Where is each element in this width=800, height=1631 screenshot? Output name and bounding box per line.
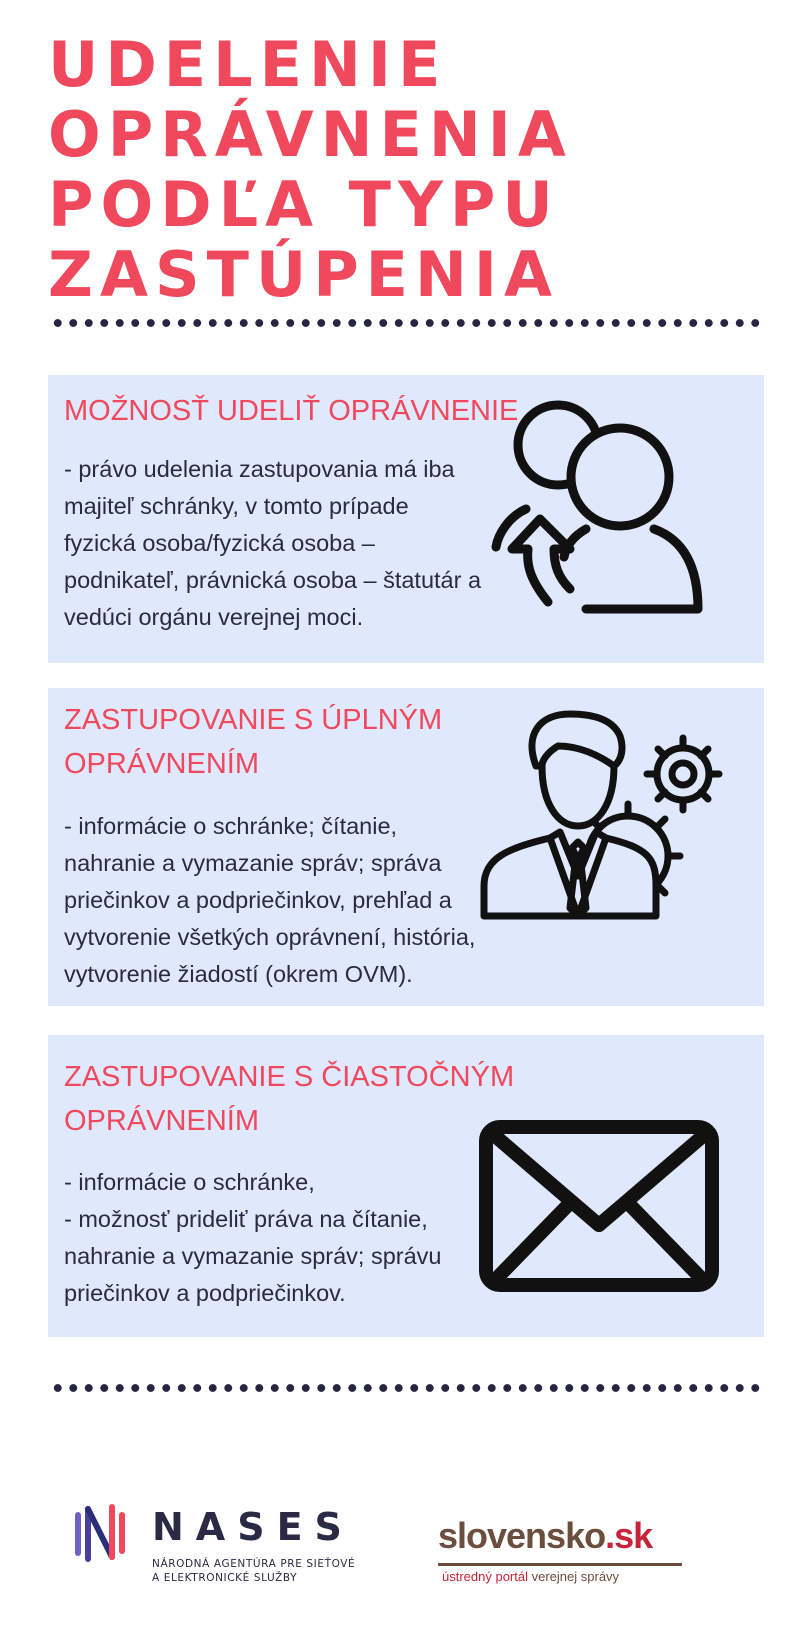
body-line: fyzická osoba/fyzická osoba – — [64, 530, 375, 556]
body-line: nahranie a vymazanie správ; správu — [64, 1243, 442, 1269]
body-line: vytvorenie všetkých oprávnení, história, — [64, 924, 476, 950]
body-line: vytvorenie žiadostí (okrem OVM). — [64, 961, 413, 987]
dotted-divider-top — [50, 318, 762, 328]
body-line: - právo udelenia zastupovania má iba — [64, 456, 455, 482]
body-line: - možnosť prideliť práva na čítanie, — [64, 1206, 428, 1232]
body-line: nahranie a vymazanie správ; správa — [64, 850, 442, 876]
tagline-red: ústredný portál — [442, 1569, 528, 1584]
body-line: priečinkov a podpriečinkov. — [64, 1280, 346, 1306]
nases-emblem-icon — [72, 1495, 128, 1571]
card-heading — [64, 389, 518, 433]
slovensko-tld: .sk — [605, 1515, 653, 1556]
slovensko-name: slovensko — [438, 1515, 606, 1556]
users-arrow-icon — [486, 397, 716, 617]
nases-subtitle — [152, 1557, 355, 1585]
page-title — [48, 30, 573, 310]
card-body — [64, 451, 481, 636]
nases-logo — [72, 1505, 372, 1585]
dotted-divider-bottom — [50, 1383, 762, 1393]
slovensko-tagline — [442, 1569, 619, 1584]
body-line: vedúci orgánu verejnej moci. — [64, 604, 364, 630]
nases-subtitle-line: NÁRODNÁ AGENTÚRA PRE SIEŤOVÉ — [152, 1558, 356, 1570]
title-line: ZASTÚPENIA — [48, 238, 559, 311]
card-heading-line: ZASTUPOVANIE S ČIASTOČNÝM — [64, 1061, 515, 1093]
nases-wordmark: NASES — [152, 1505, 354, 1549]
businessman-gears-icon — [480, 708, 725, 923]
slovensko-sk-logo — [438, 1515, 698, 1584]
body-line: - informácie o schránke, — [64, 1169, 315, 1195]
slovensko-rule — [438, 1563, 682, 1566]
card-heading — [64, 1055, 514, 1143]
card-body — [64, 808, 475, 993]
envelope-icon — [478, 1119, 720, 1293]
body-line: podnikateľ, právnická osoba – štatutár a — [64, 567, 482, 593]
card-heading — [64, 698, 442, 786]
title-line: PODĽA TYPU — [48, 168, 560, 241]
card-body — [64, 1164, 442, 1312]
body-line: majiteľ schránky, v tomto prípade — [64, 493, 409, 519]
card-heading-line: OPRÁVNENÍM — [64, 1105, 259, 1137]
card-heading-line: MOŽNOSŤ UDELIŤ OPRÁVNENIE — [64, 395, 519, 427]
tagline-dark: verejnej správy — [531, 1569, 620, 1584]
title-line: UDELENIE — [48, 28, 448, 101]
slovensko-wordmark — [438, 1515, 652, 1557]
card-heading-line: ZASTUPOVANIE S ÚPLNÝM — [64, 704, 443, 736]
nases-subtitle-line: A ELEKTRONICKÉ SLUŽBY — [152, 1572, 298, 1584]
card-partial-representation — [48, 1035, 764, 1337]
card-grant-permission — [48, 375, 764, 663]
title-line: OPRÁVNENIA — [48, 98, 573, 171]
body-line: - informácie o schránke; čítanie, — [64, 813, 398, 839]
card-full-representation — [48, 688, 764, 1006]
body-line: priečinkov a podpriečinkov, prehľad a — [64, 887, 452, 913]
card-heading-line: OPRÁVNENÍM — [64, 748, 259, 780]
